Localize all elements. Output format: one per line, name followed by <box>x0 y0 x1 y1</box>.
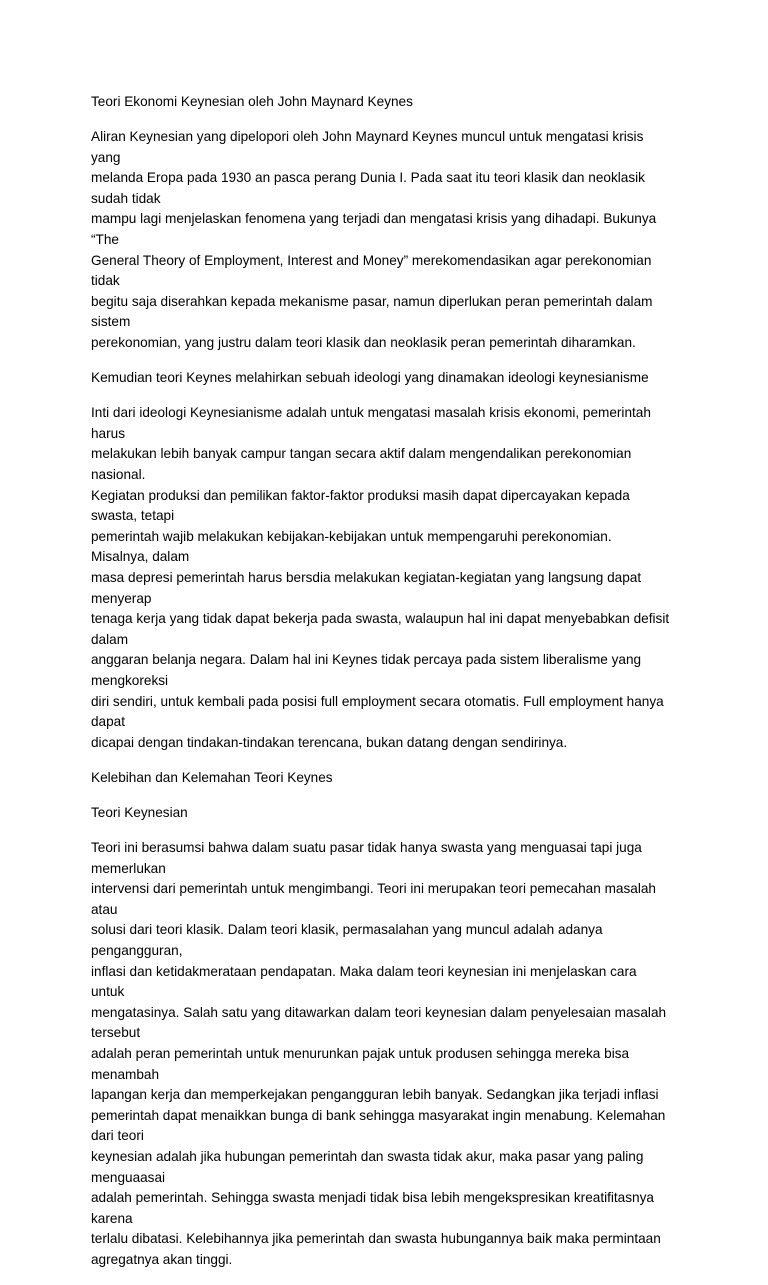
section-heading-keynesian-theory: Teori Keynesian <box>91 804 188 820</box>
paragraph-keynesian-theory: Teori ini berasumsi bahwa dalam suatu pasar tidak hanya swasta yang menguasai tapi juga memerlukan intervensi dari pemerintah untuk mengimbangi. Teori ini merupakan teori pemecahan masalah atau solusi dari teori klasik. Dalam teori klasik, permasalahan yang muncul adalah adanya pengangguran, inflasi dan ketidakmerataan pendapatan. Maka dalam teori keynesian ini menjelaskan cara untuk mengatasinya. Salah satu yang ditawarkan dalam teori keynesian dalam penyelesaian masalah tersebut adalah peran pemerintah untuk menurunkan pajak untuk produsen sehingga mereka bisa menambah lapangan kerja dan memperkejakan pengangguran lebih banyak. Sedangkan jika terjadi inflasi pemerintah dapat menaikkan bunga di bank sehingga masyarakat ingin menabung. Kelemahan dari teori keynesian adalah jika hubungan pemerintah dan swasta tidak akur, maka pasar yang paling menguaasai adalah pemerintah. Sehingga swasta menjadi tidak bisa lebih mengekspresikan kreatifitasnya karena terlalu dibatasi. Kelebihannya jika pemerintah dan swasta hubungannya baik maka permintaan agregatnya akan tinggi. <box>91 840 667 1267</box>
document-title: Teori Ekonomi Keynesian oleh John Maynard Keynes <box>91 94 413 109</box>
section-heading-strengths-weaknesses: Kelebihan dan Kelemahan Teori Keynes <box>91 769 333 785</box>
paragraph-ideology-intro: Kemudian teori Keynes melahirkan sebuah ideologi yang dinamakan ideologi keynesianisme <box>91 370 649 386</box>
paragraph-ideology-core: Inti dari ideologi Keynesianisme adalah untuk mengatasi masalah krisis ekonomi, pemerintah harus melakukan lebih banyak campur tangan secara aktif dalam mengendalikan perekonomian nasional. Kegiatan produksi dan pemilikan faktor-faktor produksi masih dapat dipercayakan kepada swasta, tetapi pemerintah wajib melakukan kebijakan-kebijakan untuk mempengaruhi perekonomian. Misalnya, dalam masa depresi pemerintah harus bersdia melakukan kegiatan-kegiatan yang langsung dapat menyerap tenaga kerja yang tidak dapat bekerja pada swasta, walaupun hal ini dapat menyebabkan defisit dalam anggaran belanja negara. Dalam hal ini Keynes tidak percaya pada sistem liberalisme yang mengkoreksi diri sendiri, untuk kembali pada posisi full employment secara otomatis. Full employment hanya dapat dicapai dengan tindakan-tindakan terencana, bukan datang dengan sendirinya. <box>91 405 670 750</box>
paragraph-keynesian-origin: Aliran Keynesian yang dipelopori oleh John Maynard Keynes muncul untuk mengatasi krisis yang melanda Eropa pada 1930 an pasca perang Dunia I. Pada saat itu teori klasik dan neoklasik sudah tidak mampu lagi menjelaskan fenomena yang terjadi dan mengatasi krisis yang dihadapi. Bukunya “The General Theory of Employment, Interest and Money” merekomendasikan agar perekonomian tidak begitu saja diserahkan kepada mekanisme pasar, namun diperlukan peran pemerintah dalam sistem perekonomian, yang justru dalam teori klasik dan neoklasik peran pemerintah diharamkan. <box>91 129 657 351</box>
document-body <box>91 92 671 1285</box>
